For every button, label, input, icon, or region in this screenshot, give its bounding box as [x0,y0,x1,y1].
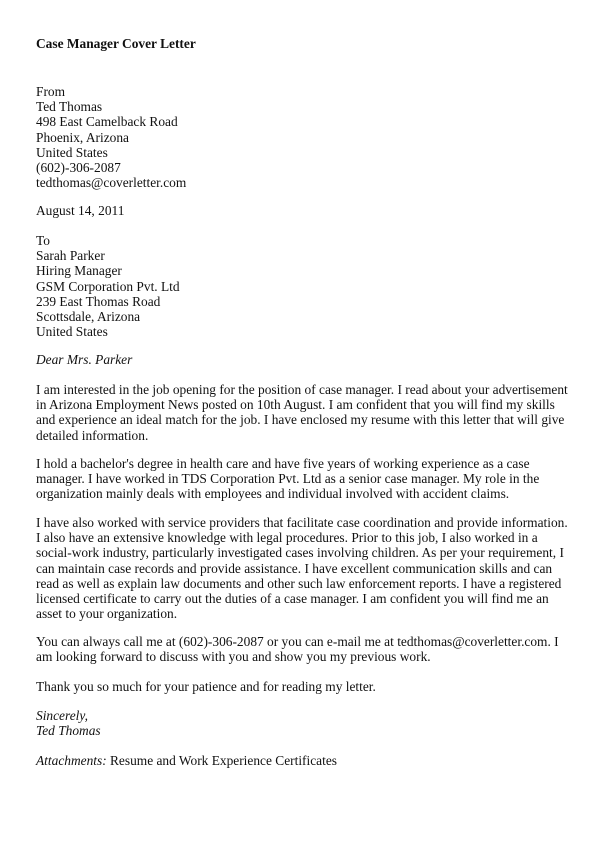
paragraph-line: social-work industry, particularly investigated cases involving children. As per your requirement, I [36,545,564,561]
paragraph-line: organization mainly deals with employees and individual involved with accident claims. [36,486,510,502]
paragraph-line: I hold a bachelor's degree in health care and have five years of working experience as a case [36,456,530,471]
sender-name: Ted Thomas [36,99,103,115]
body-paragraph-2 [36,456,566,502]
recipient-block [36,233,180,339]
recipient-address-line1: 239 East Thomas Road [36,293,161,309]
signature-name: Ted Thomas [36,723,101,739]
body-paragraph-3 [36,515,566,621]
recipient-label: To [36,233,50,248]
date-text: August 14, 2011 [36,203,125,218]
salutation-text: Dear Mrs. Parker [36,352,133,367]
recipient-name: Sarah Parker [36,248,105,264]
valediction: Sincerely, [36,708,88,723]
sender-address-line2: Phoenix, Arizona [36,129,129,145]
paragraph-line: I have also worked with service providers that facilitate case coordination and provide information. [36,515,568,530]
paragraph-line: Thank you so much for your patience and for reading my letter. [36,679,376,694]
paragraph-line: am looking forward to discuss with you and show you my previous work. [36,649,431,665]
paragraph-line: can maintain case records and provide assistance. I have excellent communication skills and can [36,560,553,576]
recipient-position: Hiring Manager [36,263,122,279]
attachments-line [36,753,337,768]
paragraph-line: detailed information. [36,427,149,443]
body-paragraph-5 [36,679,566,694]
closing-block [36,708,101,738]
sender-block [36,84,186,190]
paragraph-line: manager. I have worked in TDS Corporation Pvt. Ltd as a senior case manager. My role in the [36,471,540,487]
attachments-label: Attachments: [36,753,107,768]
paragraph-line: and experience an ideal match for the job. I have enclosed my resume with this letter that will give [36,412,565,428]
body-paragraph-4 [36,634,566,664]
paragraph-line: asset to your organization. [36,606,178,622]
recipient-company: GSM Corporation Pvt. Ltd [36,278,180,294]
recipient-country: United States [36,324,108,340]
attachments-value: Resume and Work Experience Certificates [106,753,337,768]
sender-phone: (602)-306-2087 [36,160,121,176]
salutation [36,352,132,367]
paragraph-line: licensed certificate to carry out the duties of a case manager. I am confident you will find me an [36,591,549,607]
paragraph-line: read as well as explain law documents and other such law enforcement reports. I have a registered [36,575,562,591]
body-paragraph-1 [36,382,566,443]
sender-email: tedthomas@coverletter.com [36,175,187,191]
paragraph-line: I am interested in the job opening for the position of case manager. I read about your advertisement [36,382,568,397]
sender-country: United States [36,144,108,160]
sender-label: From [36,84,66,99]
paragraph-line: I also have an extensive knowledge with legal procedures. Prior to this job, I also worked in a [36,530,538,546]
sender-address-line1: 498 East Camelback Road [36,114,178,130]
paragraph-line: in Arizona Employment News posted on 10th August. I am confident that you will find my skills [36,397,555,413]
letter-date [36,203,124,218]
paragraph-line: You can always call me at (602)-306-2087 or you can e-mail me at tedthomas@coverletter.com. I [36,634,559,649]
recipient-address-line2: Scottsdale, Arizona [36,309,141,325]
document-title: Case Manager Cover Letter [36,36,196,51]
